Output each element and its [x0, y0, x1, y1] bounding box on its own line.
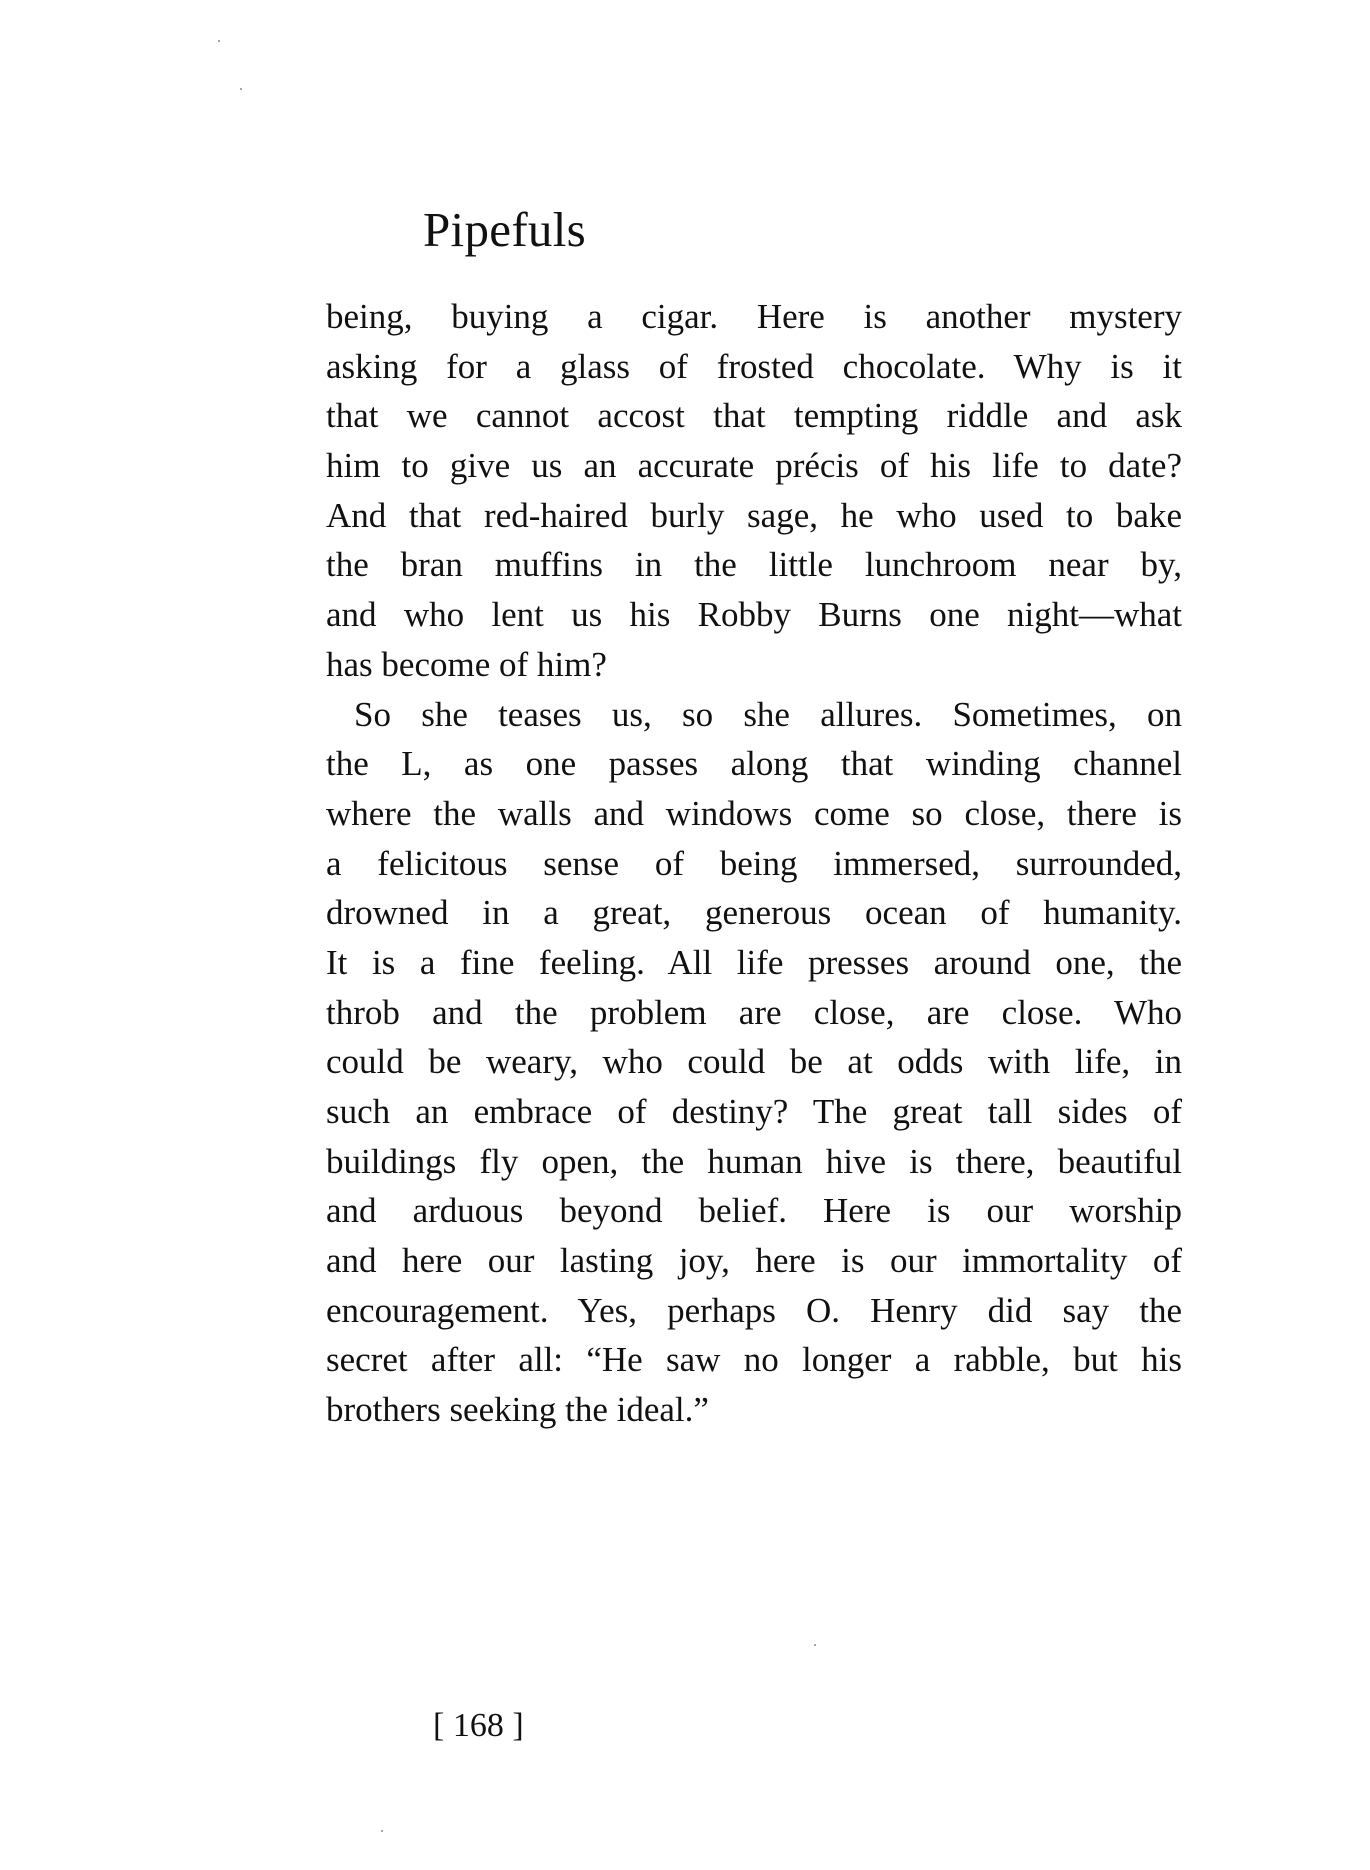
text-line: such an embrace of destiny? The great tall sides of	[326, 1092, 1182, 1131]
text-line: and who lent us his Robby Burns one night—what	[326, 595, 1182, 635]
text-line: It is a fine feeling. All life presses around one, the	[326, 942, 1182, 982]
text-line: So she teases us, so she allures. Sometimes, on	[354, 694, 1182, 734]
text-line: has become of him?	[326, 644, 607, 684]
text-line: being, buying a cigar. Here is another mystery	[326, 297, 1182, 336]
text-line: where the walls and windows come so close, there is	[326, 793, 1182, 833]
text-line: could be weary, who could be at odds with life, in	[326, 1042, 1182, 1082]
text-line: throb and the problem are close, are close. Who	[326, 992, 1182, 1032]
text-line: a felicitous sense of being immersed, surrounded,	[326, 843, 1182, 883]
text-line: that we cannot accost that tempting riddle and ask	[326, 396, 1182, 436]
text-line: buildings fly open, the human hive is there, beautiful	[326, 1141, 1182, 1181]
paper-speck	[381, 1830, 383, 1832]
text-line: drowned in a great, generous ocean of humanity.	[326, 893, 1182, 933]
text-line: And that red-haired burly sage, he who used to bake	[326, 495, 1182, 535]
text-line: secret after all: “He saw no longer a rabble, but his	[326, 1340, 1182, 1380]
page-number: [ 168 ]	[433, 1707, 524, 1744]
body-text	[326, 292, 1182, 1435]
text-line: encouragement. Yes, perhaps O. Henry did say the	[326, 1290, 1182, 1330]
paper-speck	[218, 40, 220, 42]
text-line: him to give us an accurate précis of his life to date?	[326, 446, 1182, 486]
text-line: and here our lasting joy, here is our immortality of	[326, 1241, 1182, 1281]
paper-speck	[814, 1644, 816, 1646]
text-line: brothers seeking the ideal.”	[326, 1390, 709, 1430]
text-line: and arduous beyond belief. Here is our worship	[326, 1191, 1182, 1231]
text-line: the bran muffins in the little lunchroom near by,	[326, 545, 1182, 585]
running-title: Pipefuls	[423, 202, 587, 257]
text-line: asking for a glass of frosted chocolate. Why is it	[326, 346, 1182, 386]
paper-speck	[240, 88, 242, 90]
text-line: the L, as one passes along that winding channel	[326, 744, 1182, 784]
